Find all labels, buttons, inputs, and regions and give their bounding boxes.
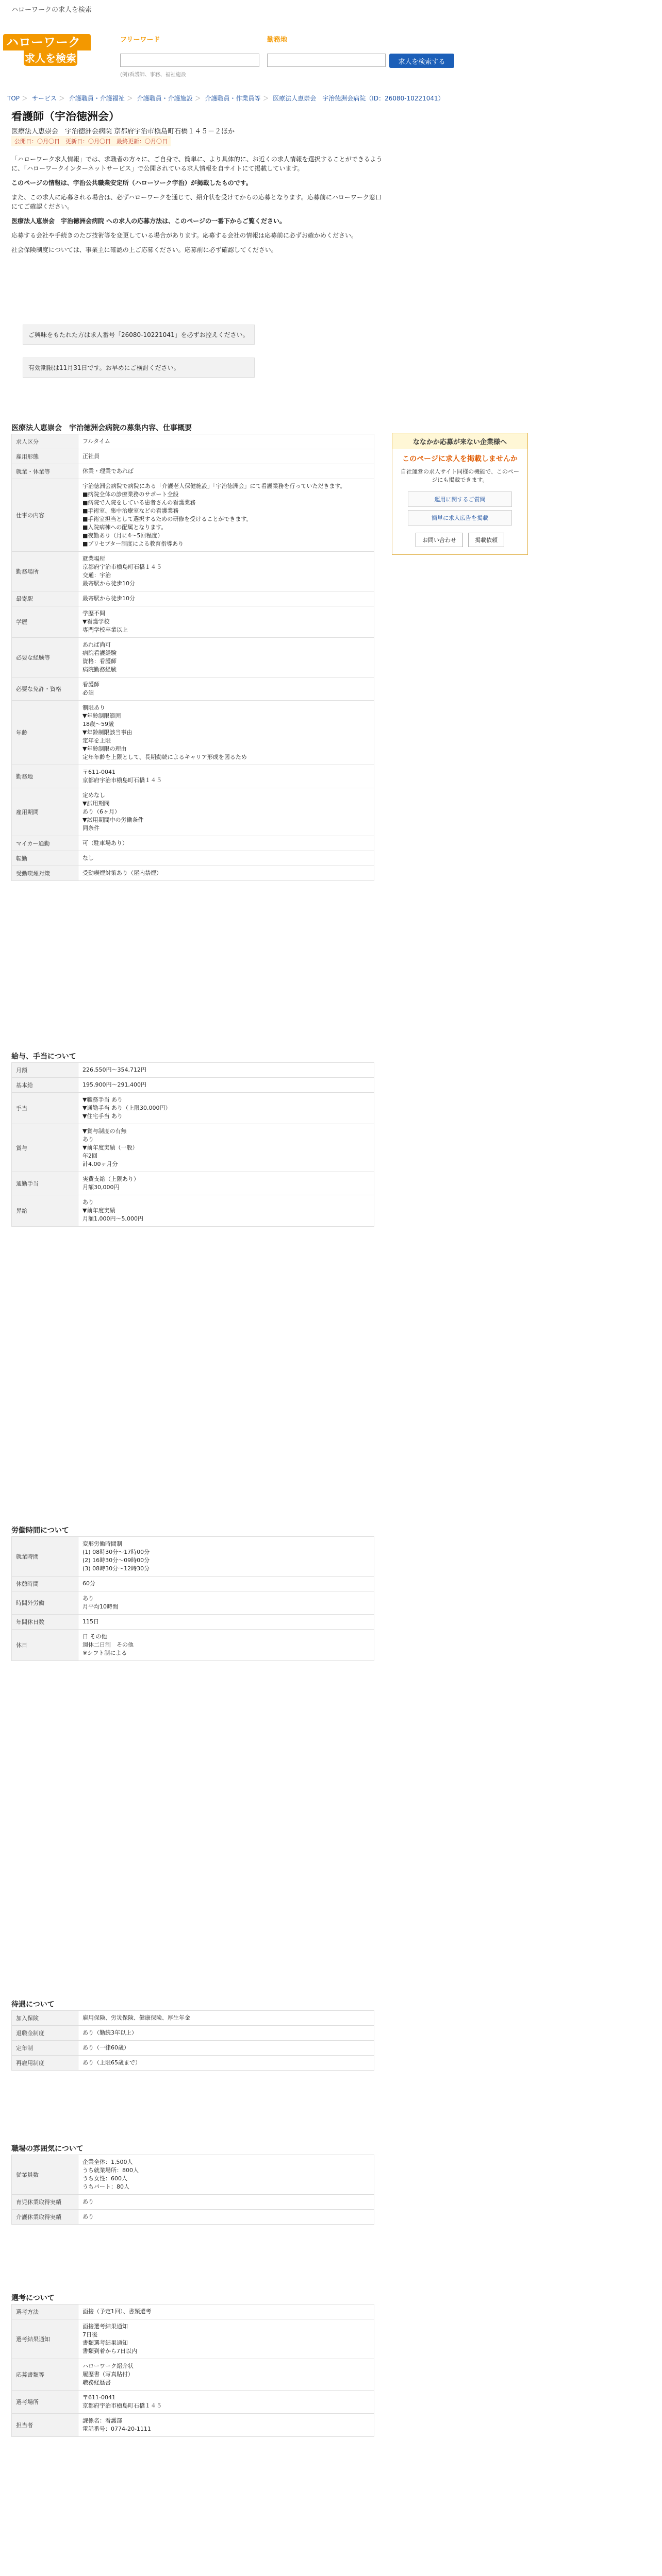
row-label: 担当者 — [12, 2414, 78, 2437]
row-label: 通勤手当 — [12, 1172, 78, 1195]
site-header — [0, 25, 662, 86]
table-row — [12, 765, 374, 788]
row-value: あり — [78, 2195, 374, 2210]
row-value: ▼賞与制度の有無 あり ▼前年度実績（一般） 年2回 計4.00ヶ月分 — [78, 1124, 374, 1172]
row-value: 60分 — [78, 1577, 374, 1591]
table-row — [12, 2319, 374, 2359]
breadcrumb-item[interactable]: サービス — [31, 95, 57, 102]
row-label: 学歴 — [12, 606, 78, 638]
table-row — [12, 2041, 374, 2056]
row-value: 休業・理業であれば — [78, 464, 374, 479]
section-insurance-title: 待遇について — [11, 2001, 55, 2009]
row-value: 学歴不問 ▼看護学校 専門学校卒業以上 — [78, 606, 374, 638]
table-row — [12, 449, 374, 464]
row-label: 選考結果通知 — [12, 2319, 78, 2359]
row-label: 最寄駅 — [12, 591, 78, 606]
table-row — [12, 1172, 374, 1195]
row-label: 昇給 — [12, 1195, 78, 1227]
breadcrumb-current: 医療法人恵崇会 宇治徳洲会病院（ID：26080-10221041） — [273, 95, 444, 102]
row-label: 選考方法 — [12, 2304, 78, 2319]
row-label: マイカー通勤 — [12, 836, 78, 851]
advertise-link-post[interactable]: 簡単に求人広告を掲載 — [408, 510, 512, 526]
table-row — [12, 2210, 374, 2225]
row-label: 基本給 — [12, 1078, 78, 1093]
table-row — [12, 1537, 374, 1577]
row-value: 面接（予定1回）、書類選考 — [78, 2304, 374, 2319]
row-value: 115日 — [78, 1615, 374, 1630]
row-value: 可（駐車場あり） — [78, 836, 374, 851]
row-label: 転勤 — [12, 851, 78, 866]
table-row — [12, 1615, 374, 1630]
row-label: 年齢 — [12, 701, 78, 765]
table-row — [12, 1195, 374, 1227]
row-label: 年間休日数 — [12, 1615, 78, 1630]
row-label: 求人区分 — [12, 434, 78, 449]
row-value: あり（勤続3年以上） — [78, 2026, 374, 2041]
row-value: 変形労働時間制 (1) 08時30分〜17時00分 (2) 16時30分〜09時00分 (3) 08時30分〜12時30分 — [78, 1537, 374, 1577]
logo-line-1: ハローワーク — [3, 34, 91, 50]
advertise-head: ななかか応募が来ない企業様へ — [392, 433, 527, 449]
location-input[interactable] — [267, 54, 386, 67]
row-label: 加入保険 — [12, 2011, 78, 2026]
table-row — [12, 2056, 374, 2071]
row-value: 雇用保険、労災保険、健康保険、厚生年金 — [78, 2011, 374, 2026]
table-row — [12, 552, 374, 591]
table-row — [12, 788, 374, 836]
notice-expiry: 有効期限は11月31日です。お早めにご検討ください。 — [23, 358, 255, 378]
table-row — [12, 1591, 374, 1615]
advertise-link-faq[interactable]: 運用に関するご質問 — [408, 492, 512, 507]
keyword-input[interactable] — [120, 54, 259, 67]
row-label: 雇用期間 — [12, 788, 78, 836]
intro-p2: このページの情報は、宇治公共職業安定所（ハローワーク宇治）が掲載したものです。 — [11, 179, 252, 187]
insurance-table — [11, 2010, 374, 2071]
table-row — [12, 606, 374, 638]
row-value: 実費支給（上限あり） 月額30,000円 — [78, 1172, 374, 1195]
row-label: 退職金制度 — [12, 2026, 78, 2041]
breadcrumb: TOP ＞ サービス ＞ 介護職員・介護福祉 ＞ 介護職員・介護施設 ＞ 介護職員・作業員等 ＞ 医療法人恵崇会 宇治徳洲会病院（ID：26080-10221041） — [7, 95, 444, 102]
basic-info-table — [11, 434, 374, 881]
intro-p1: 「ハローワーク求人情報」では、求職者の方々に、ご自身で、簡単に、より具体的に、お近くの求人情報を選択することができるように、「ハローワークインターネットサービス」で公開されている求人情報を自サイトにて掲載しています。 — [11, 156, 383, 172]
row-label: 必要な免許・資格 — [12, 677, 78, 701]
row-label: 応募書類等 — [12, 2359, 78, 2391]
breadcrumb-item[interactable]: TOP — [7, 95, 20, 102]
row-label: 就業時間 — [12, 1537, 78, 1577]
notice-job-number: ご興味をもたれた方は求人番号「26080-10221041」を必ずお控えください。 — [23, 325, 255, 345]
row-value: 企業全体：1,500人 うち就業場所：800人 うち女性：600人 うちパート：80人 — [78, 2155, 374, 2195]
row-value: フルタイム — [78, 434, 374, 449]
table-row — [12, 2359, 374, 2391]
company-line: 医療法人恵崇会 宇治徳洲会病院 京都府宇治市槇島町石橋１４５－２ほか — [11, 128, 235, 135]
section-apply-title: 選考について — [11, 2294, 55, 2302]
keyword-label: フリーワード — [120, 36, 160, 44]
row-label: 勤務場所 — [12, 552, 78, 591]
row-value: あれば尚可 病院看護経験 資格：看護師 病院勤務経験 — [78, 638, 374, 677]
row-value: 定めなし ▼試用期間 あり（6ヶ月） ▼試用期間中の労働条件 同条件 — [78, 788, 374, 836]
row-label: 休憩時間 — [12, 1577, 78, 1591]
workplace-table — [11, 2155, 374, 2225]
browser-title: ハローワークの求人を検索 — [11, 6, 92, 14]
table-row — [12, 2195, 374, 2210]
row-value: ハローワーク紹介状 履歴書（写真貼付） 職務経歴書 — [78, 2359, 374, 2391]
breadcrumb-item[interactable]: 介護職員・介護福祉 — [69, 95, 125, 102]
row-value: 195,900円〜291,400円 — [78, 1078, 374, 1093]
row-value: 課係名：看護部 電話番号：0774-20-1111 — [78, 2414, 374, 2437]
advertise-strong: このページに求人を掲載しませんか — [402, 455, 518, 463]
row-value: あり（上限65歳まで） — [78, 2056, 374, 2071]
row-label: 従業員数 — [12, 2155, 78, 2195]
row-value: あり 月平均10時間 — [78, 1591, 374, 1615]
row-value: 受動喫煙対策あり（屋内禁煙） — [78, 866, 374, 881]
table-row — [12, 2391, 374, 2414]
search-hint: (例)看護師、事務、福祉施設 — [120, 72, 186, 78]
row-label: 定年制 — [12, 2041, 78, 2056]
section-company-title: 医療法人恵崇会 宇治徳洲会病院の募集内容、仕事概要 — [11, 424, 192, 432]
page-title: 看護師（宇治徳洲会） — [11, 110, 120, 123]
table-row — [12, 1063, 374, 1078]
table-row — [12, 836, 374, 851]
row-label: 手当 — [12, 1093, 78, 1124]
site-logo[interactable] — [3, 34, 91, 70]
contact-button[interactable]: お問い合わせ — [416, 533, 463, 547]
table-row — [12, 2026, 374, 2041]
row-label: 育児休業取得実績 — [12, 2195, 78, 2210]
row-value: ▼職務手当 あり ▼通勤手当 あり（上限30,000円） ▼住宅手当 あり — [78, 1093, 374, 1124]
apply-listing-button[interactable]: 掲載依頼 — [468, 533, 504, 547]
row-label: 必要な経験等 — [12, 638, 78, 677]
row-value: 最寄駅から徒歩10分 — [78, 591, 374, 606]
apply-table — [11, 2304, 374, 2437]
table-row — [12, 479, 374, 552]
row-label: 月額 — [12, 1063, 78, 1078]
intro-p5: 応募する会社や手続きのたび技術等を変更している場合があります。応募する会社の情報は応募前に必ずお確かめください。 — [11, 232, 358, 239]
row-value: 面接選考結果通知 7日後 書類選考結果通知 書類到着から7日以内 — [78, 2319, 374, 2359]
table-row — [12, 2155, 374, 2195]
advertise-box — [392, 433, 528, 555]
table-row — [12, 464, 374, 479]
row-value: 制限あり ▼年齢制限範囲 18歳〜59歳 ▼年齢制限該当事由 定年を上限 ▼年齢制限の理由 定年年齢を上限として、長期勤続によるキャリア形成を図るため — [78, 701, 374, 765]
row-label: 就業・休業等 — [12, 464, 78, 479]
section-workplace-title: 職場の雰囲気について — [11, 2145, 84, 2153]
logo-line-2: 求人を検索 — [24, 50, 77, 66]
table-row — [12, 851, 374, 866]
row-value: 226,550円〜354,712円 — [78, 1063, 374, 1078]
table-row — [12, 1577, 374, 1591]
table-row — [12, 677, 374, 701]
row-label: 雇用形態 — [12, 449, 78, 464]
row-label: 仕事の内容 — [12, 479, 78, 552]
advertise-body: 自社運営の求人サイト同様の機能で、このページにも掲載できます。 — [400, 468, 519, 483]
table-row — [12, 701, 374, 765]
intro-p4: 医療法人恵崇会 宇治徳洲会病院 への求人の応募方法は、このページの一番下からご覧ください。 — [11, 217, 286, 225]
meta-line: 公開日：〇月〇日 更新日：〇月〇日 最終更新：〇月〇日 — [11, 136, 171, 146]
intro-p3: また、この求人に応募される場合は、必ずハローワークを通じて、紹介状を受けてからの応募となります。応募前にハローワーク窓口にてご確認ください。 — [11, 194, 382, 210]
breadcrumb-item[interactable]: 介護職員・介護施設 — [137, 95, 193, 102]
row-label: 介護休業取得実績 — [12, 2210, 78, 2225]
row-label: 勤務地 — [12, 765, 78, 788]
row-label: 休日 — [12, 1630, 78, 1661]
row-value: 宇治徳洲会病院で病院にある「介護老人保健施設」「宇治徳洲会」にて看護業務を行っていただきます。 ■病院全体の診療業務のサポート全般 ■病院で入院をしている患者さんの看護業務 ■手術室、集中治療室などの看護業務 ■手術室担当として選択するための研修を受けることができます。 ■入院病棟への配属となります。 ■夜勤あり（月に4〜5回程度） ■プリセプター制度による教育指導あり — [78, 479, 374, 552]
table-row — [12, 1093, 374, 1124]
row-value: 〒611-0041 京都府宇治市槇島町石橋１４５ — [78, 765, 374, 788]
location-label: 勤務地 — [267, 36, 288, 44]
breadcrumb-item[interactable]: 介護職員・作業員等 — [205, 95, 261, 102]
intro-text — [11, 155, 383, 260]
row-label: 受動喫煙対策 — [12, 866, 78, 881]
row-label: 選考場所 — [12, 2391, 78, 2414]
intro-p6: 社会保険制度については、事業主に確認の上ご応募ください。応募前に必ず確認してください。 — [11, 246, 277, 253]
row-label: 再雇用制度 — [12, 2056, 78, 2071]
row-value: なし — [78, 851, 374, 866]
row-value: あり — [78, 2210, 374, 2225]
row-value: 正社員 — [78, 449, 374, 464]
section-hours-title: 労働時間について — [11, 1527, 69, 1535]
row-value: 看護師 必須 — [78, 677, 374, 701]
table-row — [12, 2304, 374, 2319]
salary-table — [11, 1062, 374, 1227]
table-row — [12, 866, 374, 881]
section-salary-title: 給与、手当について — [11, 1053, 76, 1061]
row-value: あり ▼前年度実績 月額1,000円〜5,000円 — [78, 1195, 374, 1227]
table-row — [12, 2414, 374, 2437]
hours-table — [11, 1536, 374, 1661]
row-label: 時間外労働 — [12, 1591, 78, 1615]
row-value: あり（一律60歳） — [78, 2041, 374, 2056]
table-row — [12, 434, 374, 449]
table-row — [12, 2011, 374, 2026]
row-label: 賞与 — [12, 1124, 78, 1172]
table-row — [12, 638, 374, 677]
table-row — [12, 1124, 374, 1172]
table-row — [12, 1078, 374, 1093]
table-row — [12, 1630, 374, 1661]
search-button[interactable]: 求人を検索する — [389, 54, 454, 68]
row-value: 就業場所 京都府宇治市槇島町石橋１４５ 交通：宇治 最寄駅から徒歩10分 — [78, 552, 374, 591]
row-value: 〒611-0041 京都府宇治市槇島町石橋１４５ — [78, 2391, 374, 2414]
table-row — [12, 591, 374, 606]
row-value: 日 その他 週休二日制 その他 ※シフト制による — [78, 1630, 374, 1661]
